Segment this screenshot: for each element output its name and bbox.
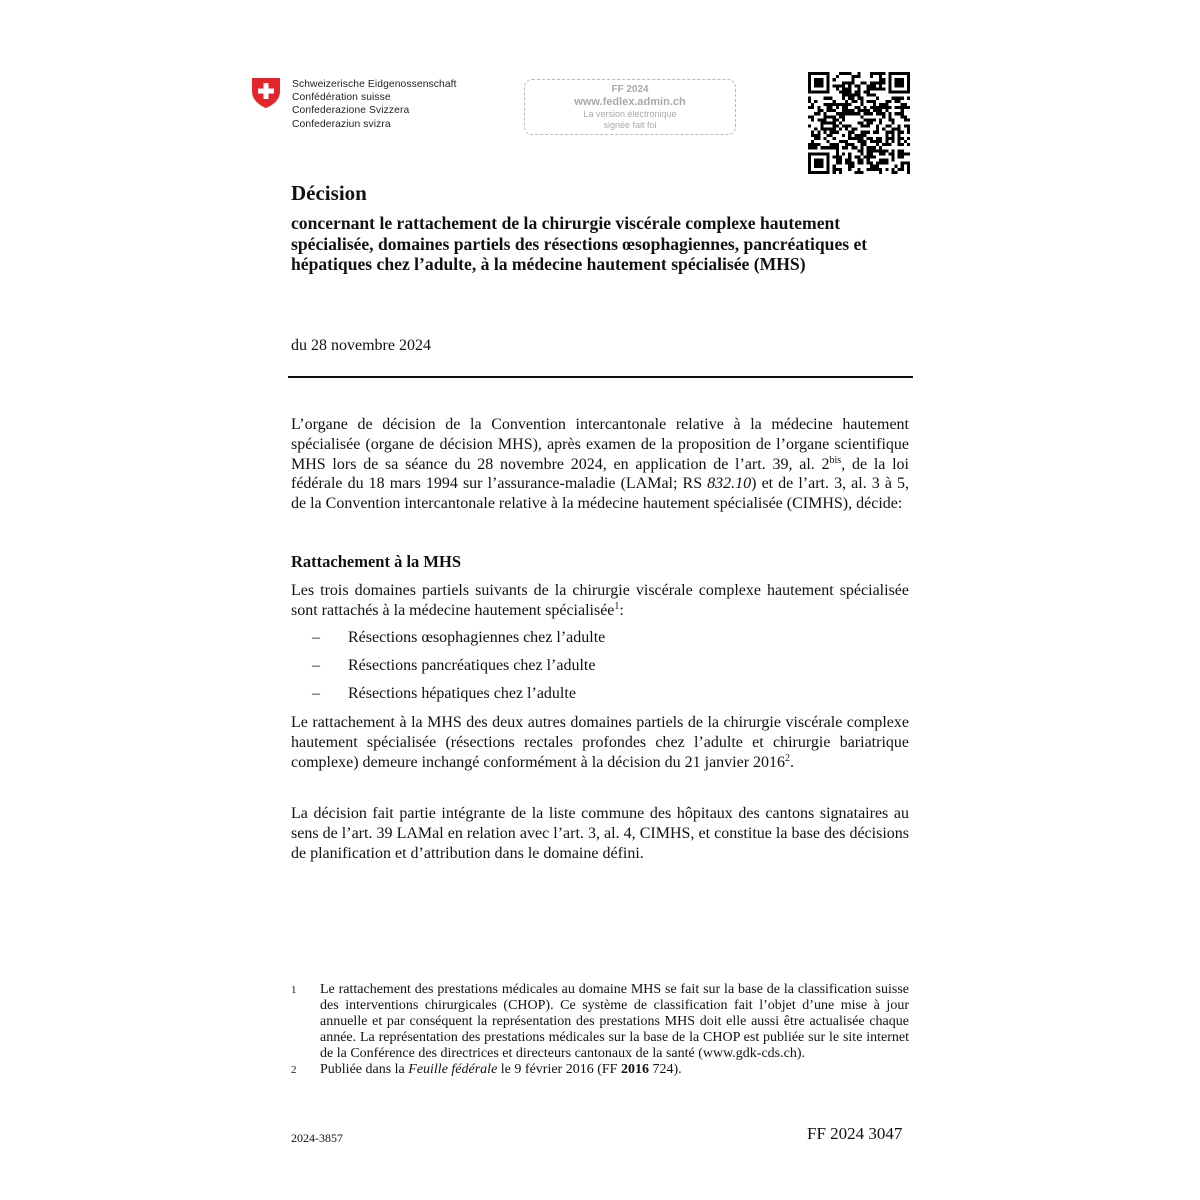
confederation-line-fr: Confédération suisse [292, 92, 391, 104]
other-domains-paragraph [291, 713, 909, 772]
swiss-coat-of-arms-icon [251, 77, 281, 109]
list-dash: – [312, 657, 320, 674]
domains-paragraph [291, 581, 909, 621]
document-subtitle: concernant le rattachement de la chirurgie viscérale complexe hautement spécialisée, domaines partiels des résections œsophagiennes, pancréatiques et hépatiques chez l’adulte, à la médecine hautement spécialisée (MHS) [291, 213, 868, 274]
confederation-line-de: Schweizerische Eidgenossenschaft [292, 79, 457, 90]
footnote-ref-1: 1 [614, 600, 620, 612]
domains-text: Les trois domaines partiels suivants de la chirurgie viscérale complexe hautement spécialisée sont rattachés à la médecine hautement spécialisée [291, 582, 909, 619]
footnote-number: 2 [291, 1064, 297, 1076]
stamp-line-3: La version électronique [583, 109, 677, 119]
domain-list [291, 629, 909, 713]
list-item [291, 629, 909, 657]
other-domains-end: . [790, 753, 795, 771]
qr-code-icon [808, 72, 910, 174]
footnotes [291, 982, 909, 1078]
preamble-part3: ) et de l’art. 3, al. 3 à 5, de la Convention intercantonale relative à la médecine hautement spécialisée (CIMHS), décide: [291, 475, 909, 513]
footnote-ref-2: 2 [785, 752, 791, 764]
footnote-1 [291, 982, 909, 1062]
electronic-version-stamp [524, 79, 736, 135]
stamp-line-1: FF 2024 [611, 84, 649, 95]
preamble-part1: L’organe de décision de la Convention intercantonale relative à la médecine hautement spécialisée (organe de décision MHS), après examen de la proposition de l’organe scientifique MHS lors de sa séance du 28 novembre 2024, en application de l’art. 39, al. 2 [291, 416, 909, 473]
publication-year: 2016 [620, 1062, 649, 1077]
list-dash: – [312, 685, 320, 702]
publication-name: Feuille fédérale [408, 1062, 498, 1077]
other-domains-text: Le rattachement à la MHS des deux autres domaines partiels de la chirurgie viscérale complexe hautement spécialisée (résections rectales profondes chez l’adulte et chirurgie bariatrique complexe) demeure inchangé conformément à la décision du 21 janvier 2016 [291, 714, 909, 771]
footnote-number: 1 [291, 984, 297, 996]
page-reference: FF 2024 3047 [807, 1124, 903, 1143]
preamble-paragraph [291, 415, 909, 514]
document-title: Décision [291, 181, 367, 205]
footnote-text [320, 1062, 909, 1078]
stamp-line-4: signée fait foi [603, 120, 657, 130]
domains-end: : [619, 601, 624, 619]
preamble-part2: , de la loi fédérale du 18 mars 1994 sur l’assurance-maladie (LAMal; RS [291, 455, 910, 493]
list-item-text: Résections œsophagiennes chez l’adulte [348, 629, 606, 646]
stamp-line-2: www.fedlex.admin.ch [574, 96, 686, 108]
confederation-line-rm: Confederaziun svizra [292, 118, 391, 130]
preamble-superscript: bis [829, 454, 842, 466]
confederation-line-it: Confederazione Svizzera [292, 105, 410, 117]
list-item-text: Résections hépatiques chez l’adulte [348, 685, 576, 702]
list-item [291, 657, 909, 685]
footnote-text-mid: le 9 février 2016 (FF [497, 1062, 621, 1077]
hospital-list-paragraph: La décision fait partie intégrante de la liste commune des hôpitaux des cantons signataires au sens de l’art. 39 LAMal en relation avec l’art. 3, al. 4, CIMHS, et constitue la base des décisions de planification et d’attribution dans le domaine défini. [291, 805, 909, 862]
rs-number: 832.10 [707, 475, 752, 493]
section-heading: Rattachement à la MHS [291, 552, 462, 571]
list-item-text: Résections pancréatiques chez l’adulte [348, 657, 596, 674]
footnote-2 [291, 1062, 909, 1078]
footnote-text-before: Publiée dans la [320, 1062, 409, 1077]
list-item [291, 685, 909, 713]
title-divider [288, 376, 913, 378]
list-dash: – [312, 629, 320, 646]
document-date: du 28 novembre 2024 [291, 337, 431, 354]
footnote-text-after: 724). [648, 1062, 682, 1077]
footnote-text: Le rattachement des prestations médicales au domaine MHS se fait sur la base de la classification suisse des interventions chirurgicales (CHOP). Ce système de classification fait l’objet d’une mise à jour annuelle et par conséquent la représentation des prestations MHS doit elle aussi être actualisée chaque année. La représentation des prestations médicales sur la base de la CHOP est publiée sur le site internet de la Conférence des directrices et directeurs cantonaux de la santé (www.gdk-cds.ch). [320, 982, 909, 1061]
confederation-names [292, 78, 457, 131]
document-number: 2024-3857 [291, 1131, 343, 1145]
